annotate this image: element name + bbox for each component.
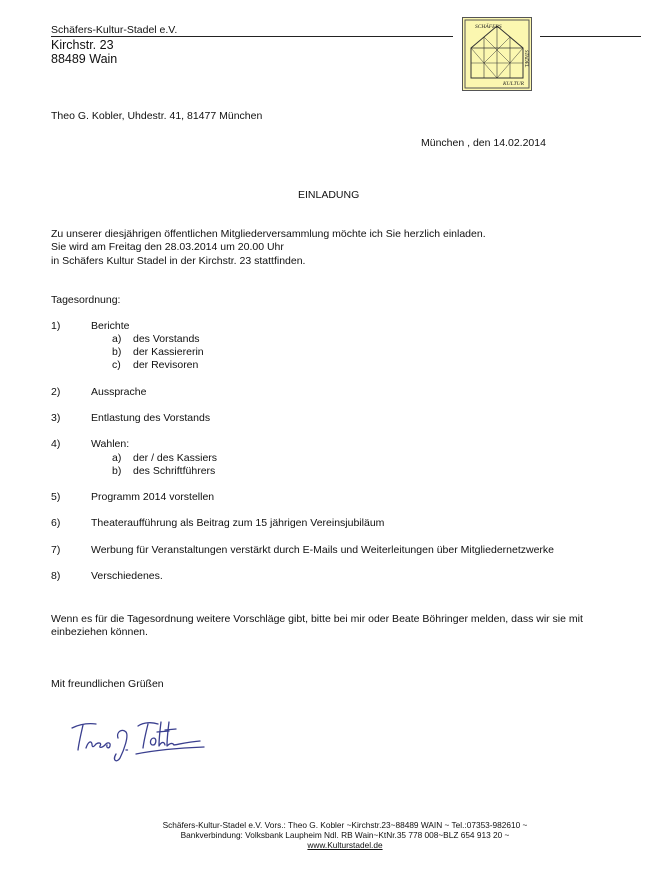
agenda-number: 5): [51, 491, 61, 503]
return-address: Theo G. Kobler, Uhdestr. 41, 81477 München: [51, 110, 263, 122]
agenda-subitem: der Kassiererin: [133, 346, 204, 358]
agenda-item: Programm 2014 vorstellen: [91, 491, 215, 503]
agenda-subletter: a): [112, 333, 122, 345]
document-title: EINLADUNG: [298, 189, 360, 201]
agenda-subletter: b): [112, 346, 122, 358]
intro-line: Zu unserer diesjährigen öffentlichen Mitgliederversammlung möchte ich Sie herzlich einladen.: [51, 228, 486, 240]
barn-logo-icon: [463, 18, 531, 90]
sender-name: Schäfers-Kultur-Stadel e.V.: [51, 24, 178, 36]
intro-line: in Schäfers Kultur Stadel in der Kirchstr. 23 stattfinden.: [51, 255, 306, 267]
club-logo: [462, 17, 532, 91]
agenda-item: Berichte: [91, 320, 130, 332]
agenda-subitem: des Vorstands: [133, 333, 200, 345]
sender-street: Kirchstr. 23: [51, 38, 114, 52]
agenda-item: Aussprache: [91, 386, 147, 398]
agenda-subitem: der / des Kassiers: [133, 452, 218, 464]
footer-website-link[interactable]: www.Kulturstadel.de: [307, 840, 383, 850]
logo-text-bottom: KULTUR: [503, 81, 524, 87]
date-line: München , den 14.02.2014: [421, 137, 546, 149]
footer-contact: Schäfers-Kultur-Stadel e.V. Vors.: Theo G. Kobler ~Kirchstr.23~88489 WAIN ~ Tel.:07353-982610 ~: [162, 820, 528, 830]
agenda-number: 3): [51, 412, 61, 424]
agenda-number: 7): [51, 544, 61, 556]
closing-note-line: einbeziehen können.: [51, 626, 148, 638]
greeting: Mit freundlichen Grüßen: [51, 678, 164, 690]
agenda-subletter: a): [112, 452, 122, 464]
agenda-number: 6): [51, 517, 61, 529]
agenda-subletter: b): [112, 465, 122, 477]
agenda-number: 1): [51, 320, 61, 332]
agenda-number: 2): [51, 386, 61, 398]
agenda-item: Wahlen:: [91, 438, 130, 450]
logo-text-top: SCHÄFERS: [475, 24, 502, 30]
handwritten-signature-icon: [66, 714, 212, 766]
header-rule-left: [51, 36, 453, 37]
agenda-item: Werbung für Veranstaltungen verstärkt durch E-Mails und Weiterleitungen über Mitgliedernetzwerke: [91, 544, 555, 556]
agenda-number: 8): [51, 570, 61, 582]
agenda-subitem: der Revisoren: [133, 359, 199, 371]
agenda-label: Tagesordnung:: [51, 294, 121, 306]
logo-text-side: STADEL: [523, 50, 528, 68]
footer-bank: Bankverbindung: Volksbank Laupheim Ndl. RB Wain~KtNr.35 778 008~BLZ 654 913 20 ~: [180, 830, 510, 840]
signature: [66, 714, 212, 766]
agenda-subitem: des Schriftführers: [133, 465, 216, 477]
agenda-item: Entlastung des Vorstands: [91, 412, 211, 424]
intro-line: Sie wird am Freitag den 28.03.2014 um 20.00 Uhr: [51, 241, 284, 253]
header-rule-right: [540, 36, 641, 37]
agenda-item: Verschiedenes.: [91, 570, 163, 582]
agenda-subletter: c): [112, 359, 121, 371]
closing-note-line: Wenn es für die Tagesordnung weitere Vorschläge gibt, bitte bei mir oder Beate Böhringer melden, dass wir sie mit: [51, 613, 583, 625]
agenda-item: Theateraufführung als Beitrag zum 15 jährigen Vereinsjubiläum: [91, 517, 385, 529]
sender-city: 88489 Wain: [51, 52, 118, 66]
agenda-number: 4): [51, 438, 61, 450]
